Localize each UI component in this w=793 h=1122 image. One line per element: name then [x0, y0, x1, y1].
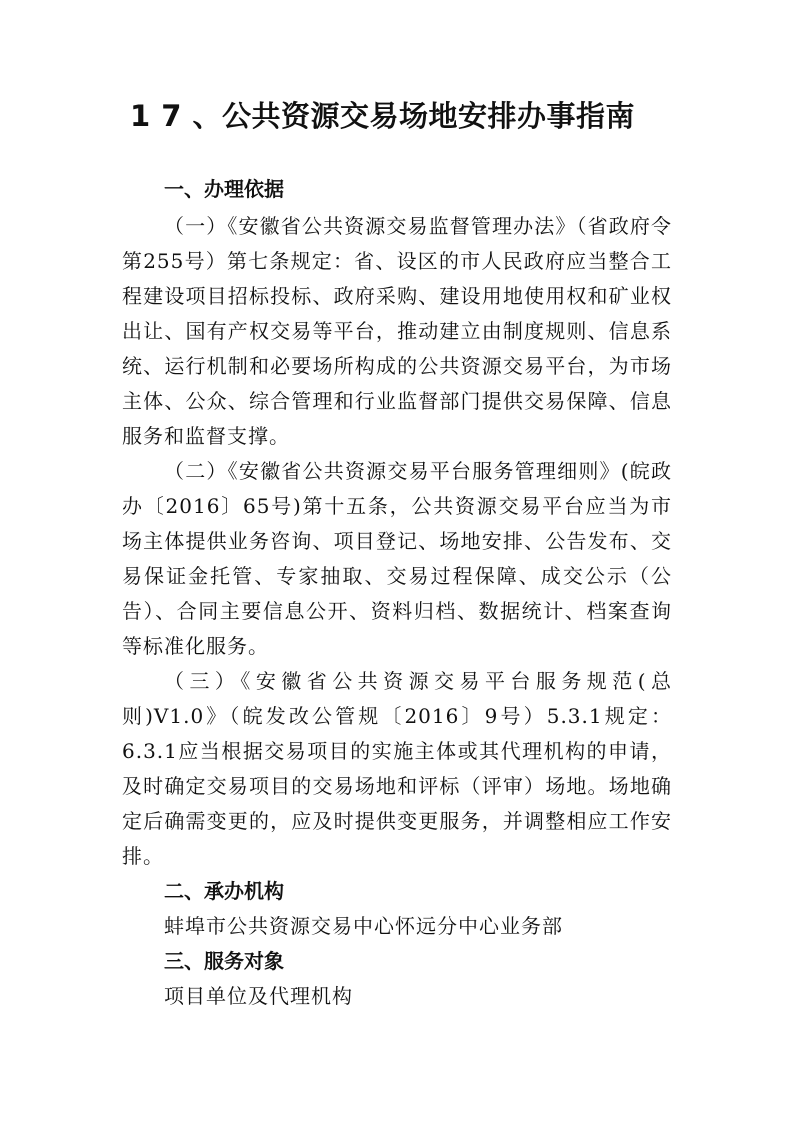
document-title: 1 7 、公共资源交易场地安排办事指南	[130, 99, 636, 133]
document-body	[122, 172, 672, 1014]
section-heading-service-target: 三、服务对象	[164, 949, 284, 973]
basis-paragraph-1: （一）《安徽省公共资源交易监督管理办法》（省政府令第255号）第七条规定：省、设区的市人民政府应当整合工程建设项目招标投标、政府采购、建设用地使用权和矿业权出让、国有产权交易等平台，推动建立由制度规则、信息系统、运行机制和必要场所构成的公共资源交易平台，为市场主体、公众、综合管理和行业监督部门提供交易保障、信息服务和监督支撑。	[122, 214, 672, 448]
basis-paragraph-3: （三）《安徽省公共资源交易平台服务规范(总则)V1.0》（皖发改公管规〔2016〕9号）5.3.1规定：6.3.1应当根据交易项目的实施主体或其代理机构的申请，及时确定交易项目的交易场地和评标（评审）场地。场地确定后确需变更的，应及时提供变更服务，并调整相应工作安排。	[122, 669, 672, 868]
organization-text: 蚌埠市公共资源交易中心怀远分中心业务部	[164, 914, 563, 938]
basis-paragraph-2: （二）《安徽省公共资源交易平台服务管理细则》(皖政办〔2016〕65号)第十五条，公共资源交易平台应当为市场主体提供业务咨询、项目登记、场地安排、公告发布、交易保证金托管、专家抽取、交易过程保障、成交公示（公告）、合同主要信息公开、资料归档、数据统计、档案查询等标准化服务。	[122, 459, 672, 658]
section-heading-organization: 二、承办机构	[164, 879, 284, 903]
service-target-text: 项目单位及代理机构	[164, 984, 353, 1008]
section-heading-basis: 一、办理依据	[164, 177, 284, 201]
